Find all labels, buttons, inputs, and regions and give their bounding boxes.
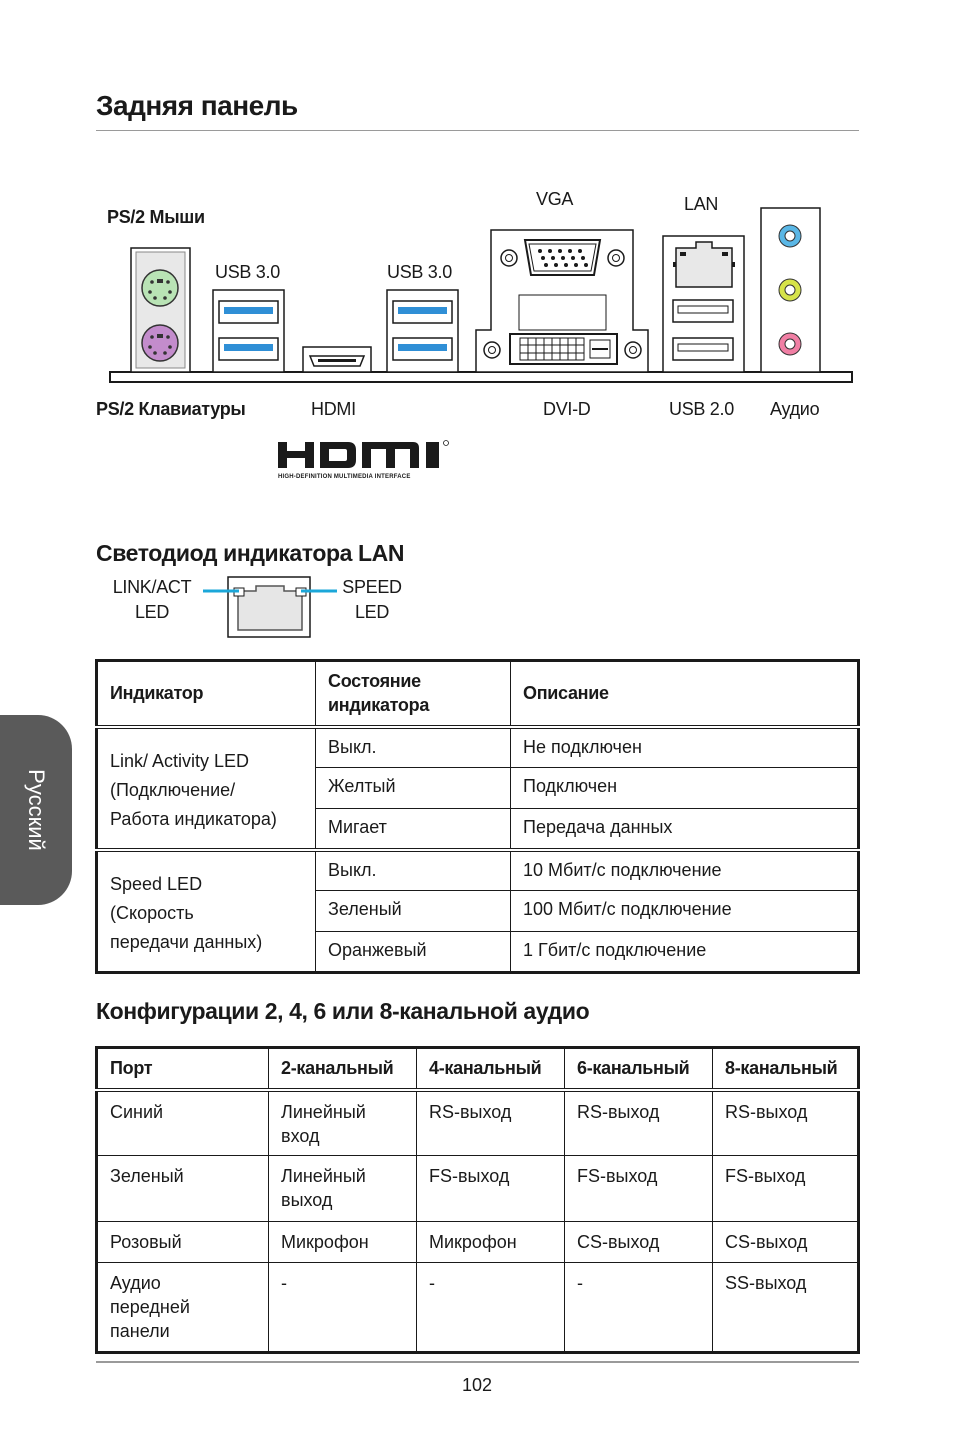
table-cell: RS-выход bbox=[565, 1090, 713, 1156]
table-cell: 10 Мбит/с подключение bbox=[511, 850, 859, 891]
table-cell-indicator: Link/ Activity LED (Подключение/ Работа индикатора) bbox=[97, 727, 316, 850]
table-cell: FS-выход bbox=[417, 1156, 565, 1222]
label-audio: Аудио bbox=[770, 399, 820, 419]
label-ps2-mouse: PS/2 Мыши bbox=[107, 207, 205, 227]
back-panel-diagram bbox=[100, 200, 860, 390]
label-usb20: USB 2.0 bbox=[669, 399, 734, 419]
lan-usb20-ports bbox=[663, 236, 744, 372]
vga-dvi-ports bbox=[476, 230, 648, 372]
table-row bbox=[97, 1263, 859, 1353]
table-cell: CS-выход bbox=[565, 1222, 713, 1263]
label-dvid: DVI-D bbox=[543, 399, 591, 419]
table-cell: Зеленый bbox=[97, 1156, 269, 1222]
table-cell: Розовый bbox=[97, 1222, 269, 1263]
audio-config-table bbox=[95, 1046, 860, 1354]
hdmi-logo-caption: HIGH-DEFINITION MULTIMEDIA INTERFACE bbox=[278, 474, 411, 480]
table-cell: Линейный вход bbox=[269, 1090, 417, 1156]
table-cell: Микрофон bbox=[417, 1222, 565, 1263]
label-link-act-led: LED bbox=[134, 602, 170, 622]
language-side-tab-label: Русский bbox=[24, 769, 49, 851]
table-header-cell: 4-канальный bbox=[417, 1048, 565, 1090]
table-cell: 1 Гбит/с подключение bbox=[511, 932, 859, 973]
label-vga: VGA bbox=[536, 189, 574, 209]
page-number: 102 bbox=[461, 1375, 493, 1395]
table-header-cell: 6-канальный bbox=[565, 1048, 713, 1090]
table-cell: Микрофон bbox=[269, 1222, 417, 1263]
table-cell: FS-выход bbox=[713, 1156, 859, 1222]
label-usb30-b: USB 3.0 bbox=[387, 262, 452, 282]
label-speed: SPEED bbox=[342, 577, 402, 597]
lan-led-table bbox=[95, 659, 860, 974]
lan-led-diagram bbox=[200, 574, 340, 640]
table-cell: CS-выход bbox=[713, 1222, 859, 1263]
table-cell: Передача данных bbox=[511, 809, 859, 850]
footer-divider bbox=[96, 1361, 859, 1363]
table-cell: RS-выход bbox=[417, 1090, 565, 1156]
table-cell: Оранжевый bbox=[316, 932, 511, 973]
table-header-cell: Состояние индикатора bbox=[316, 661, 511, 727]
table-header-cell: 2-канальный bbox=[269, 1048, 417, 1090]
table-cell: Не подключен bbox=[511, 727, 859, 768]
label-hdmi: HDMI bbox=[311, 399, 356, 419]
table-cell: Линейный выход bbox=[269, 1156, 417, 1222]
label-usb30-a: USB 3.0 bbox=[215, 262, 280, 282]
table-header-cell: Описание bbox=[511, 661, 859, 727]
language-side-tab bbox=[0, 715, 72, 905]
table-cell: Желтый bbox=[316, 768, 511, 809]
table-header-row bbox=[97, 1048, 859, 1090]
hdmi-port bbox=[303, 347, 371, 372]
audio-jacks bbox=[761, 208, 820, 372]
table-header-cell: Порт bbox=[97, 1048, 269, 1090]
table-cell: Зеленый bbox=[316, 891, 511, 932]
page-title: Задняя панель bbox=[96, 90, 298, 121]
table-header-cell: 8-канальный bbox=[713, 1048, 859, 1090]
table-cell-indicator: Speed LED (Скорость передачи данных) bbox=[97, 850, 316, 973]
table-row bbox=[97, 727, 859, 768]
usb30-ports-b bbox=[387, 290, 458, 372]
table-cell: Аудио передней панели bbox=[97, 1263, 269, 1353]
label-link-act: LINK/ACT bbox=[112, 577, 192, 597]
table-row bbox=[97, 1222, 859, 1263]
title-divider bbox=[96, 130, 859, 131]
table-row bbox=[97, 850, 859, 891]
table-cell: - bbox=[269, 1263, 417, 1353]
table-cell: FS-выход bbox=[565, 1156, 713, 1222]
table-cell: Выкл. bbox=[316, 727, 511, 768]
table-cell: - bbox=[565, 1263, 713, 1353]
table-cell: Выкл. bbox=[316, 850, 511, 891]
table-cell: Подключен bbox=[511, 768, 859, 809]
table-header-cell: Индикатор bbox=[97, 661, 316, 727]
table-row bbox=[97, 1090, 859, 1156]
table-cell: Синий bbox=[97, 1090, 269, 1156]
label-speed-led: LED bbox=[354, 602, 390, 622]
usb30-ports-a bbox=[213, 290, 284, 372]
table-row bbox=[97, 1156, 859, 1222]
table-cell: - bbox=[417, 1263, 565, 1353]
table-cell: SS-выход bbox=[713, 1263, 859, 1353]
table-header-row bbox=[97, 661, 859, 727]
label-lan: LAN bbox=[684, 194, 719, 214]
table-cell: Мигает bbox=[316, 809, 511, 850]
table-cell: RS-выход bbox=[713, 1090, 859, 1156]
table-cell: 100 Мбит/с подключение bbox=[511, 891, 859, 932]
lan-led-heading: Светодиод индикатора LAN bbox=[96, 540, 405, 566]
ps2-ports bbox=[131, 248, 190, 372]
label-ps2-keyboard: PS/2 Клавиатуры bbox=[96, 399, 246, 419]
audio-config-heading: Конфигурации 2, 4, 6 или 8-канальной аудио bbox=[96, 998, 590, 1024]
